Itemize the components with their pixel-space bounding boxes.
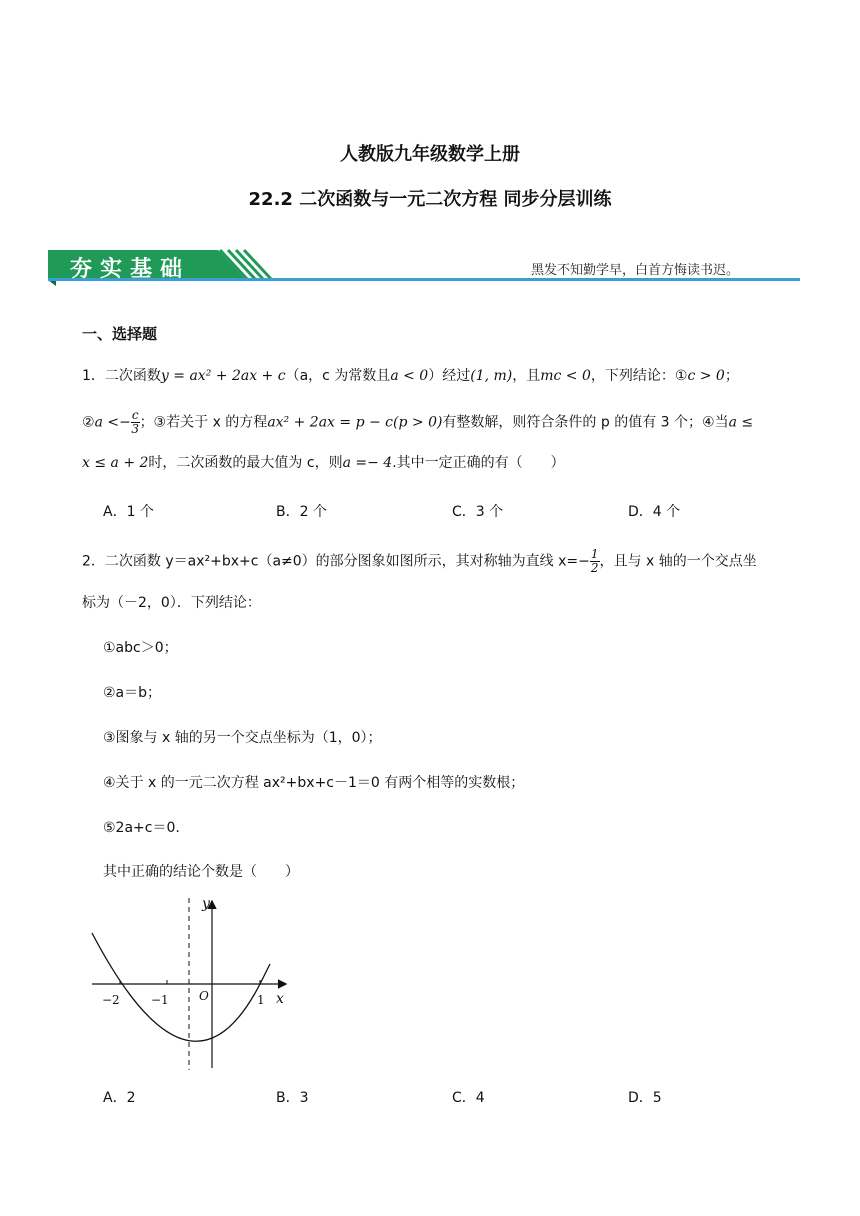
- q1-option-c[interactable]: C．3 个: [452, 504, 504, 520]
- x-axis-label: x: [276, 991, 284, 1007]
- question-1-line-1: [82, 366, 739, 386]
- section-heading: 一、选择题: [82, 325, 158, 343]
- text: ；③若关于 x 的方程: [139, 414, 268, 431]
- tick-label-neg1: −1: [151, 993, 169, 1007]
- statement-5: ⑤2a+c＝0.: [103, 820, 180, 836]
- formula: mc < 0: [540, 368, 591, 384]
- q1-option-a[interactable]: A．1 个: [103, 504, 154, 520]
- q1-option-d[interactable]: D．4 个: [628, 504, 681, 520]
- banner-label: 夯实基础: [70, 256, 191, 282]
- text: ，且与 x 轴的一个交点坐: [599, 553, 757, 570]
- q2-option-d[interactable]: D．5: [628, 1090, 662, 1106]
- fraction-denominator: 2: [590, 561, 599, 575]
- statement-1: ①abc＞0；: [103, 640, 178, 656]
- formula: ax² + 2ax = p − c(p > 0): [267, 414, 443, 431]
- formula: (1, m): [470, 368, 513, 384]
- page-title: 人教版九年级数学上册: [340, 144, 520, 165]
- fraction-numerator: 1: [590, 547, 599, 561]
- statement-4: ④关于 x 的一元二次方程 ax²+bx+c－1＝0 有两个相等的实数根；: [103, 775, 525, 791]
- formula: a ≤: [728, 414, 754, 431]
- question-2-line-2: 标为（－2，0）．下列结论：: [82, 595, 261, 611]
- origin-label: O: [199, 989, 209, 1003]
- formula: c > 0: [687, 368, 725, 384]
- parabola-graph: [80, 888, 300, 1073]
- question-1-line-2: [82, 409, 753, 436]
- text: ②: [82, 414, 95, 431]
- fraction: [590, 548, 600, 575]
- q1-option-b[interactable]: B．2 个: [276, 504, 327, 520]
- text: ；: [724, 368, 739, 384]
- q2-option-c[interactable]: C．4: [452, 1090, 485, 1106]
- text: ）经过: [428, 368, 471, 384]
- tick-label-1: 1: [257, 993, 265, 1007]
- text: 1．二次函数: [82, 368, 161, 384]
- formula: y = ax² + 2ax + c: [160, 368, 286, 384]
- text: .其中一定正确的有（ ）: [392, 455, 565, 471]
- formula: a <−: [94, 414, 131, 431]
- fraction-denominator: 3: [131, 422, 140, 436]
- text: 时，二次函数的最大值为 c，则: [148, 455, 343, 471]
- formula: a =− 4: [342, 455, 393, 471]
- banner-motto: 黑发不知勤学早，白首方悔读书迟。: [531, 263, 740, 278]
- question-2-prompt: 其中正确的结论个数是（ ）: [103, 864, 299, 880]
- q2-option-a[interactable]: A．2: [103, 1090, 136, 1106]
- statement-2: ②a＝b；: [103, 685, 162, 701]
- fraction-numerator: c: [131, 408, 139, 422]
- text: （a，c 为常数且: [285, 368, 391, 384]
- y-axis-label: y: [202, 896, 210, 912]
- tick-label-neg2: −2: [102, 993, 120, 1007]
- formula: x ≤ a + 2: [82, 455, 149, 471]
- question-2-line-1: [82, 548, 757, 575]
- question-1-line-3: [82, 453, 565, 473]
- text: ，下列结论：①: [590, 368, 688, 384]
- text: ，且: [512, 368, 541, 384]
- formula: a < 0: [390, 368, 429, 384]
- text: 有整数解，则符合条件的 p 的值有 3 个；④当: [442, 414, 729, 431]
- statement-3: ③图象与 x 轴的另一个交点坐标为（1，0）；: [103, 730, 382, 746]
- fraction: [131, 409, 140, 436]
- text: 2．二次函数 y＝ax²+bx+c（a≠0）的部分图象如图所示，其对称轴为直线 x=−: [82, 553, 590, 570]
- parabola-curve: [92, 933, 270, 1041]
- page-subtitle: 22.2 二次函数与一元二次方程 同步分层训练: [248, 189, 612, 210]
- q2-option-b[interactable]: B．3: [276, 1090, 309, 1106]
